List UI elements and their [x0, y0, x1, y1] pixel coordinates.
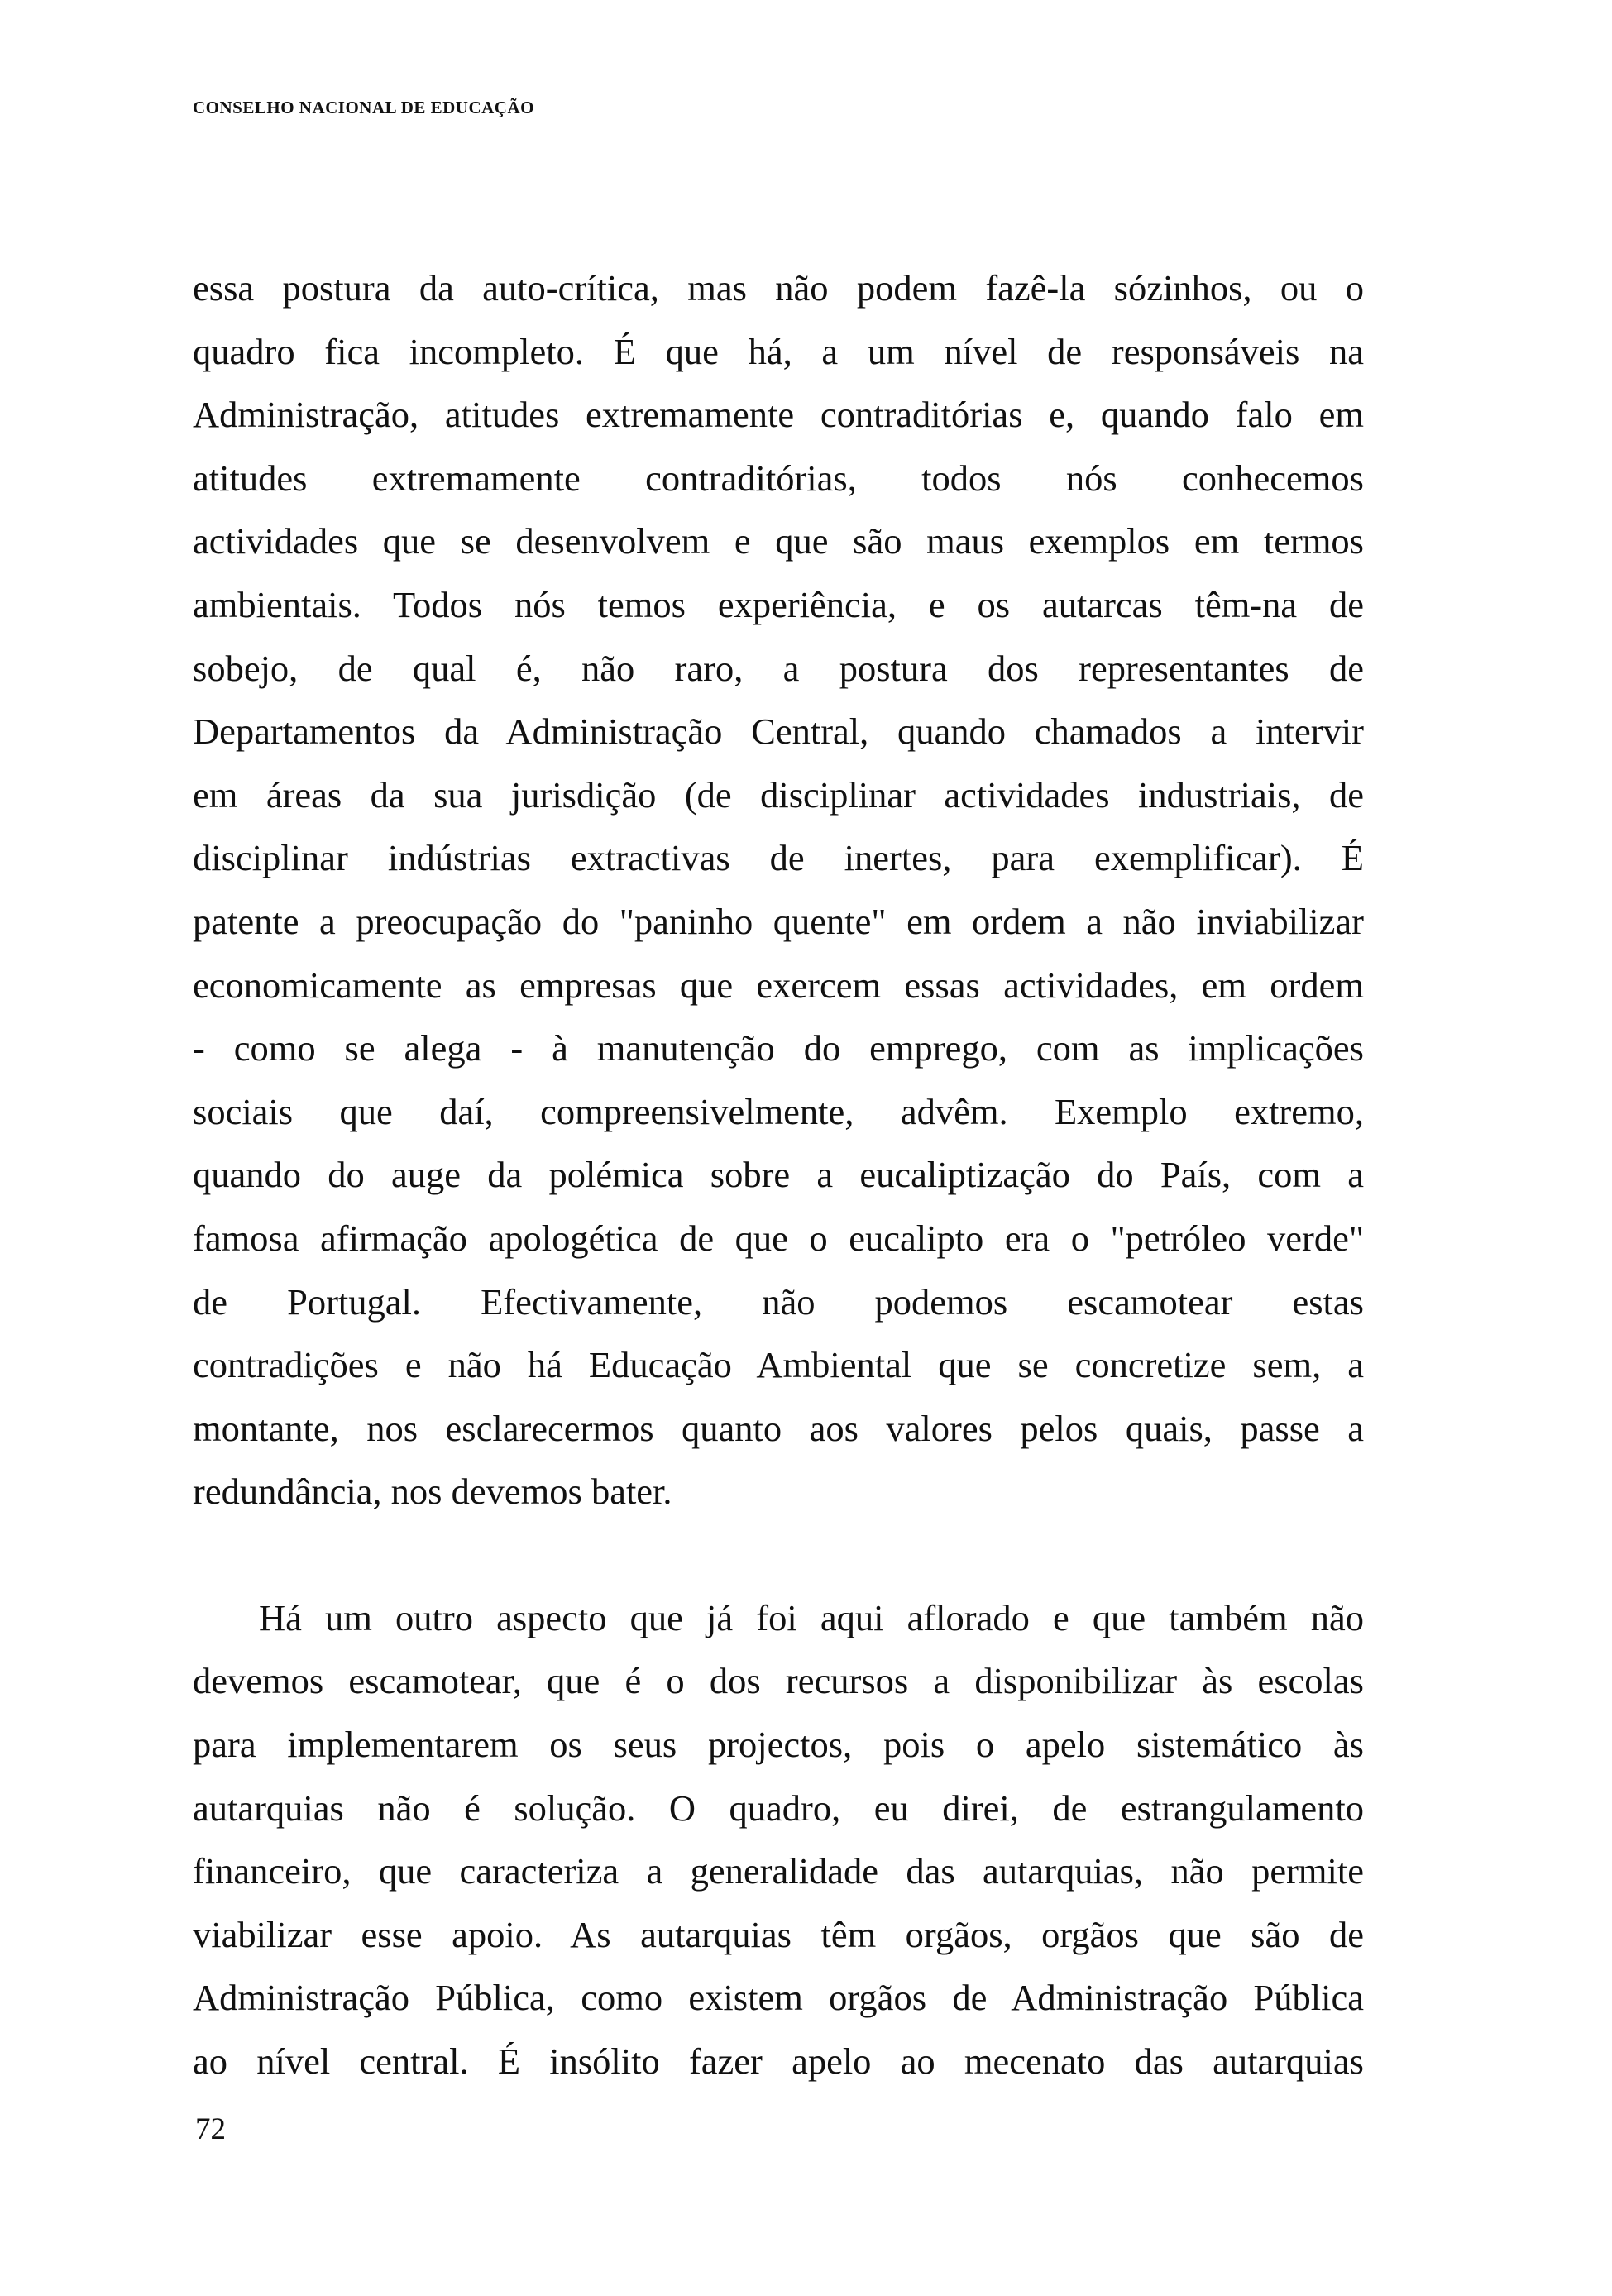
text-line: Departamentos da Administração Central, quando chamados a intervir — [193, 710, 1364, 753]
paragraph-1 — [193, 256, 1364, 1523]
paragraph-2 — [193, 1586, 1364, 2093]
text-line: atitudes extremamente contraditórias, todos nós conhecemos — [193, 457, 1364, 499]
text-line: ambientais. Todos nós temos experiência, e os autarcas têm-na de — [193, 583, 1364, 625]
body-text — [193, 256, 1364, 2093]
text-line: actividades que se desenvolvem e que são maus exemplos em termos — [193, 520, 1364, 562]
text-line: de Portugal. Efectivamente, não podemos escamotear estas — [193, 1280, 1364, 1323]
text-line: disciplinar indústrias extractivas de inertes, para exemplificar). É — [193, 837, 1364, 879]
text-line: patente a preocupação do "paninho quente" em ordem a não inviabilizar — [193, 900, 1364, 942]
text-line: em áreas da sua jurisdição (de disciplinar actividades industriais, de — [193, 773, 1364, 816]
text-line: devemos escamotear, que é o dos recursos a disponibilizar às escolas — [193, 1660, 1364, 1702]
text-line: quadro fica incompleto. É que há, a um nível de responsáveis na — [193, 330, 1364, 372]
text-line: - como se alega - à manutenção do emprego, com as implicações — [193, 1027, 1364, 1069]
text-line: Há um outro aspecto que já foi aqui aflorado e que também não — [259, 1596, 1364, 1638]
text-line: autarquias não é solução. O quadro, eu direi, de estrangulamento — [193, 1787, 1364, 1829]
running-header: CONSELHO NACIONAL DE EDUCAÇÃO — [193, 98, 534, 117]
text-line: redundância, nos devemos bater. — [193, 1471, 672, 1513]
text-line: sobejo, de qual é, não raro, a postura dos representantes de — [193, 647, 1364, 689]
text-line: montante, nos esclarecermos quanto aos valores pelos quais, passe a — [193, 1407, 1364, 1449]
text-line: Administração Pública, como existem orgãos de Administração Pública — [193, 1977, 1364, 2019]
text-line: quando do auge da polémica sobre a eucaliptização do País, com a — [193, 1154, 1364, 1196]
text-line: ao nível central. É insólito fazer apelo ao mecenato das autarquias — [193, 2040, 1364, 2083]
page-number: 72 — [195, 2112, 226, 2146]
text-line: para implementarem os seus projectos, pois o apelo sistemático às — [193, 1724, 1364, 1766]
text-line: Administração, atitudes extremamente contraditórias e, quando falo em — [193, 394, 1364, 436]
text-line: contradições e não há Educação Ambiental que se concretize sem, a — [193, 1344, 1364, 1386]
text-line: famosa afirmação apologética de que o eucalipto era o "petróleo verde" — [193, 1217, 1364, 1259]
text-line: viabilizar esse apoio. As autarquias têm orgãos, orgãos que são de — [193, 1913, 1364, 1955]
text-line: economicamente as empresas que exercem essas actividades, em ordem — [193, 964, 1364, 1006]
text-line: financeiro, que caracteriza a generalidade das autarquias, não permite — [193, 1850, 1364, 1892]
text-line: sociais que daí, compreensivelmente, advêm. Exemplo extremo, — [193, 1090, 1364, 1132]
text-line: essa postura da auto-crítica, mas não podem fazê-la sózinhos, ou o — [193, 267, 1364, 309]
